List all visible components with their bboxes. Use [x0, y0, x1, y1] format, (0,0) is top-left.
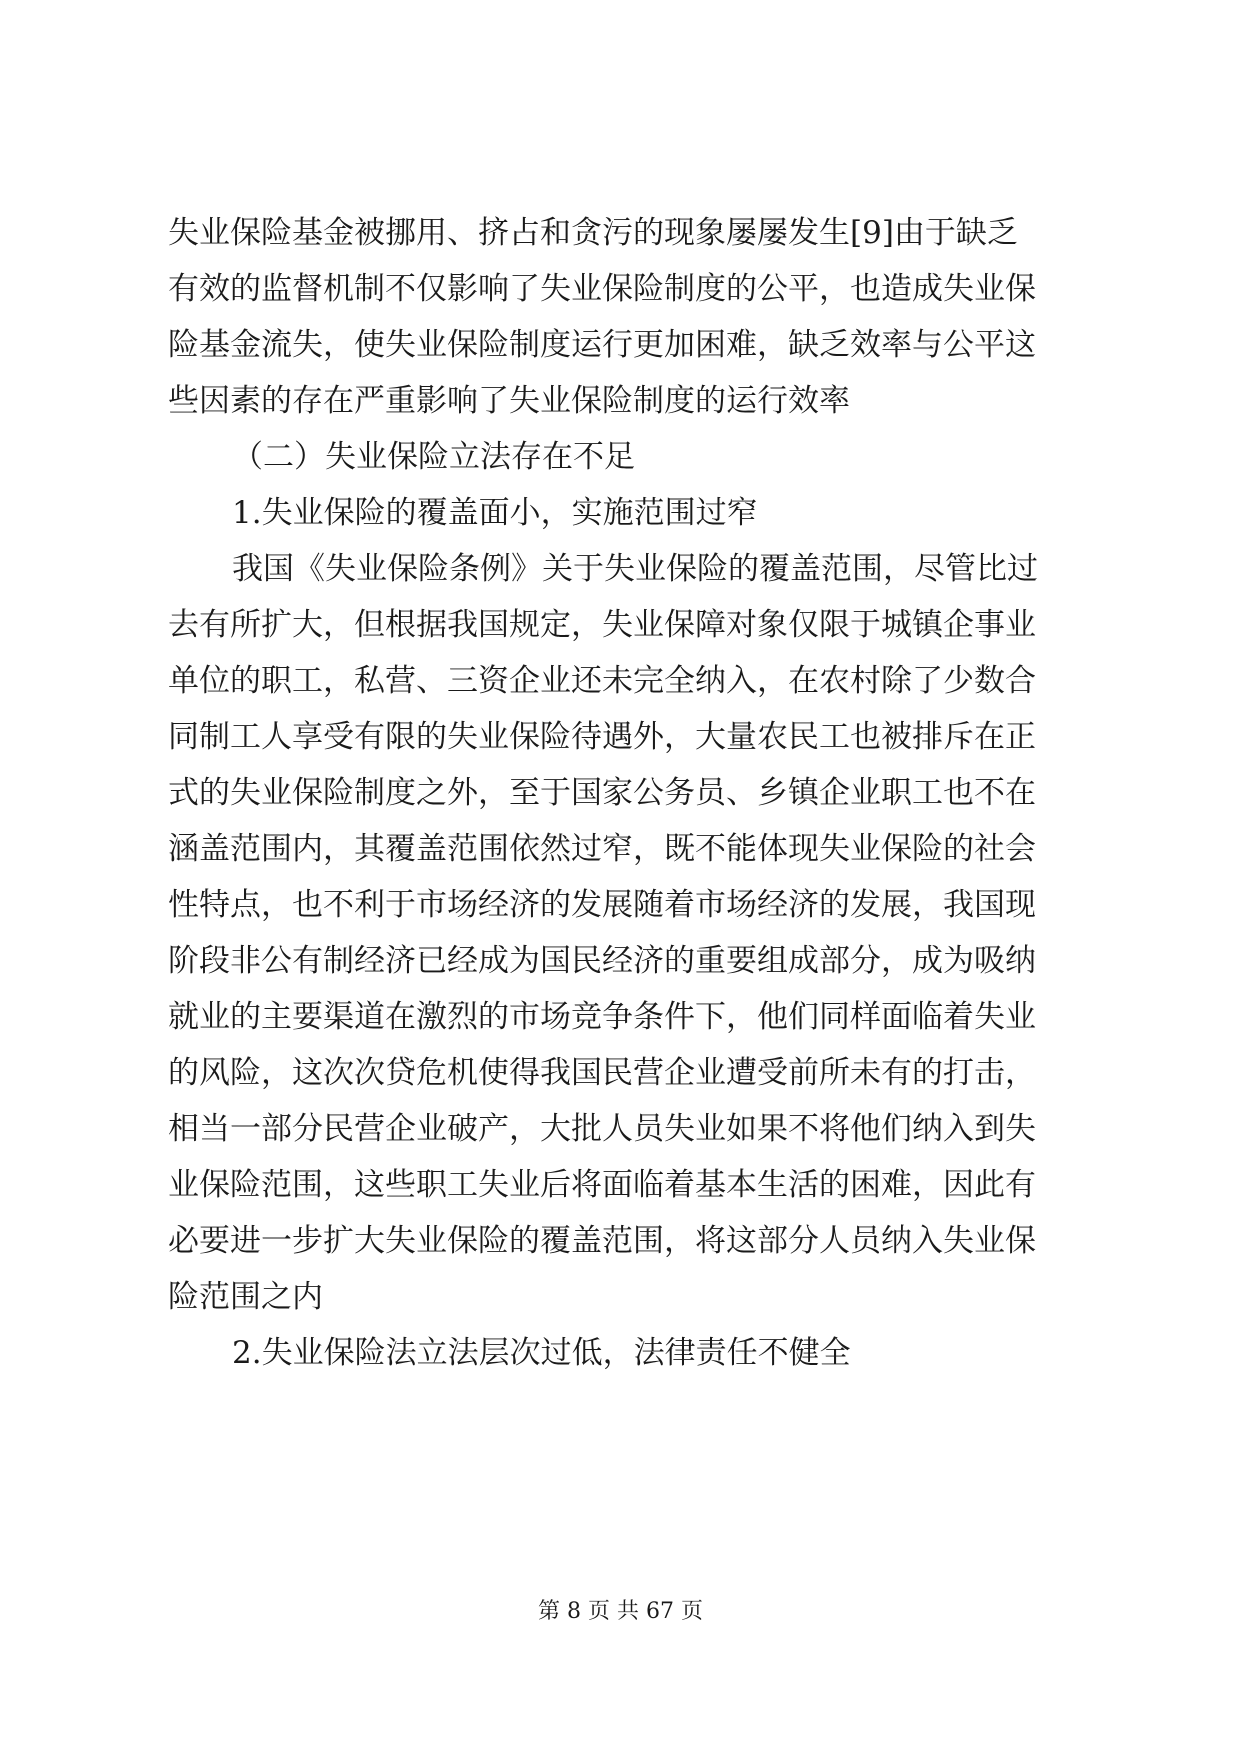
paragraph-line: 阶段非公有制经济已经成为国民经济的重要组成部分，成为吸纳	[168, 943, 1036, 979]
paragraph-line: 同制工人享受有限的失业保险待遇外，大量农民工也被排斥在正	[168, 719, 1036, 755]
paragraph-line: 业保险范围，这些职工失业后将面临着基本生活的困难，因此有	[168, 1167, 1036, 1203]
subsection-heading: 2.失业保险法立法层次过低，法律责任不健全	[232, 1335, 851, 1371]
paragraph-line: 险范围之内	[168, 1279, 323, 1315]
paragraph-line: 有效的监督机制不仅影响了失业保险制度的公平，也造成失业保	[168, 271, 1036, 307]
paragraph-line: 性特点，也不利于市场经济的发展随着市场经济的发展，我国现	[168, 887, 1036, 923]
paragraph-line: 我国《失业保险条例》关于失业保险的覆盖范围，尽管比过	[232, 551, 1038, 587]
section-heading: （二）失业保险立法存在不足	[232, 439, 635, 475]
paragraph-line: 险基金流失，使失业保险制度运行更加困难，缺乏效率与公平这	[168, 327, 1036, 363]
paragraph-line: 去有所扩大，但根据我国规定，失业保障对象仅限于城镇企事业	[168, 607, 1036, 643]
paragraph-line: 式的失业保险制度之外，至于国家公务员、乡镇企业职工也不在	[168, 775, 1036, 811]
paragraph-line: 相当一部分民营企业破产，大批人员失业如果不将他们纳入到失	[168, 1111, 1036, 1147]
page-number-footer: 第 8 页 共 67 页	[538, 1599, 703, 1624]
paragraph-line: 些因素的存在严重影响了失业保险制度的运行效率	[168, 383, 850, 419]
paragraph-line: 的风险，这次次贷危机使得我国民营企业遭受前所未有的打击，	[168, 1055, 1036, 1091]
paragraph-line: 涵盖范围内，其覆盖范围依然过窄，既不能体现失业保险的社会	[168, 831, 1036, 867]
paragraph-line: 单位的职工，私营、三资企业还未完全纳入，在农村除了少数合	[168, 663, 1036, 699]
paragraph-line: 就业的主要渠道在激烈的市场竞争条件下，他们同样面临着失业	[168, 999, 1036, 1035]
paragraph-line: 失业保险基金被挪用、挤占和贪污的现象屡屡发生[9]由于缺乏	[168, 215, 1018, 251]
subsection-heading: 1.失业保险的覆盖面小，实施范围过窄	[232, 495, 758, 531]
paragraph-line: 必要进一步扩大失业保险的覆盖范围，将这部分人员纳入失业保	[168, 1223, 1036, 1259]
